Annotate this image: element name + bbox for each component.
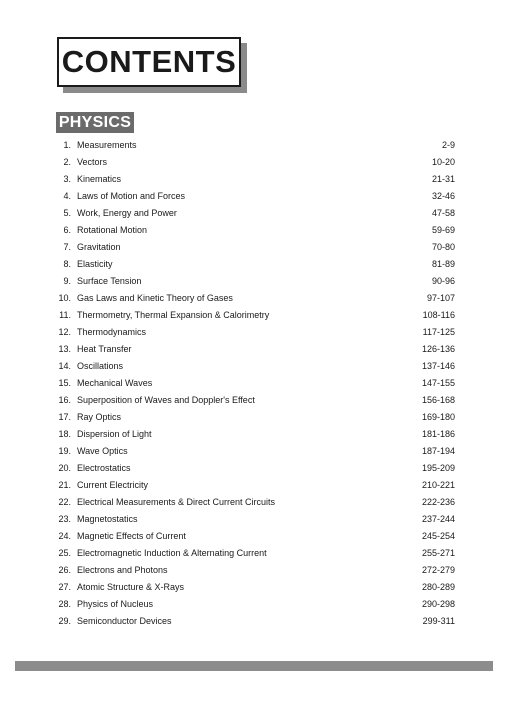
toc-pages: 147-155: [421, 378, 455, 388]
toc-row[interactable]: [57, 205, 455, 222]
bottom-divider-bar: [15, 661, 493, 671]
toc-topic: Laws of Motion and Forces: [77, 191, 186, 201]
toc-topic: Elasticity: [77, 259, 113, 269]
toc-row[interactable]: [57, 494, 455, 511]
toc-number: 9.: [63, 276, 71, 286]
toc-number: 15.: [58, 378, 71, 388]
toc-row[interactable]: [57, 477, 455, 494]
toc-topic: Atomic Structure & X-Rays: [77, 582, 185, 592]
toc-topic: Electrical Measurements & Direct Current Circuits: [77, 497, 276, 507]
toc-number: 6.: [63, 225, 71, 235]
toc-pages: 59-69: [431, 225, 455, 235]
toc-pages: 222-236: [421, 497, 455, 507]
toc-row[interactable]: [57, 341, 455, 358]
toc-topic: Oscillations: [77, 361, 124, 371]
toc-row[interactable]: [57, 596, 455, 613]
toc-number: 14.: [58, 361, 71, 371]
toc-number: 23.: [58, 514, 71, 524]
toc-pages: 237-244: [421, 514, 455, 524]
toc-row[interactable]: [57, 579, 455, 596]
section-label-physics: PHYSICS: [56, 112, 134, 133]
toc-topic: Heat Transfer: [77, 344, 132, 354]
page-title: CONTENTS: [61, 44, 237, 79]
toc-number: 16.: [58, 395, 71, 405]
toc-row[interactable]: [57, 545, 455, 562]
toc-topic: Electromagnetic Induction & Alternating Current: [77, 548, 267, 558]
toc-row[interactable]: [57, 358, 455, 375]
toc-number: 19.: [58, 446, 71, 456]
toc-number: 10.: [58, 293, 71, 303]
toc-topic: Physics of Nucleus: [77, 599, 154, 609]
table-of-contents: [57, 137, 455, 630]
toc-pages: 187-194: [421, 446, 455, 456]
toc-pages: 210-221: [421, 480, 455, 490]
toc-pages: 117-125: [422, 327, 455, 337]
toc-topic: Dispersion of Light: [77, 429, 152, 439]
toc-pages: 97-107: [426, 293, 455, 303]
toc-number: 28.: [58, 599, 71, 609]
toc-row[interactable]: [57, 613, 455, 630]
toc-pages: 290-298: [421, 599, 455, 609]
toc-topic: Gravitation: [77, 242, 121, 252]
toc-pages: 280-289: [421, 582, 455, 592]
toc-pages: 137-146: [421, 361, 455, 371]
toc-pages: 70-80: [431, 242, 455, 252]
toc-number: 25.: [58, 548, 71, 558]
toc-pages: 255-271: [421, 548, 455, 558]
toc-pages: 126-136: [421, 344, 455, 354]
toc-row[interactable]: [57, 392, 455, 409]
toc-row[interactable]: [57, 426, 455, 443]
toc-pages: 195-209: [421, 463, 455, 473]
toc-number: 22.: [58, 497, 71, 507]
toc-topic: Magnetic Effects of Current: [77, 531, 186, 541]
toc-pages: 108-116: [422, 310, 455, 320]
title-box: [57, 37, 241, 87]
toc-number: 11.: [59, 310, 71, 320]
toc-row[interactable]: [57, 290, 455, 307]
toc-row[interactable]: [57, 460, 455, 477]
toc-number: 4.: [63, 191, 71, 201]
toc-pages: 181-186: [421, 429, 455, 439]
toc-row[interactable]: [57, 307, 455, 324]
toc-topic: Gas Laws and Kinetic Theory of Gases: [77, 293, 233, 303]
toc-row[interactable]: [57, 375, 455, 392]
toc-number: 12.: [58, 327, 71, 337]
toc-pages: 272-279: [421, 565, 455, 575]
toc-number: 17.: [58, 412, 71, 422]
toc-topic: Ray Optics: [77, 412, 122, 422]
toc-topic: Surface Tension: [77, 276, 142, 286]
toc-row[interactable]: [57, 409, 455, 426]
toc-row[interactable]: [57, 528, 455, 545]
toc-number: 20.: [58, 463, 71, 473]
toc-topic: Semiconductor Devices: [77, 616, 172, 626]
toc-number: 18.: [58, 429, 71, 439]
toc-topic: Electrons and Photons: [77, 565, 168, 575]
toc-row[interactable]: [57, 171, 455, 188]
toc-number: 13.: [58, 344, 71, 354]
toc-topic: Kinematics: [77, 174, 122, 184]
toc-row[interactable]: [57, 222, 455, 239]
toc-pages: 245-254: [421, 531, 455, 541]
toc-row[interactable]: [57, 324, 455, 341]
toc-pages: 156-168: [421, 395, 455, 405]
toc-number: 29.: [58, 616, 71, 626]
toc-row[interactable]: [57, 137, 455, 154]
toc-number: 21.: [58, 480, 71, 490]
toc-topic: Measurements: [77, 140, 137, 150]
toc-number: 1.: [63, 140, 71, 150]
toc-topic: Electrostatics: [77, 463, 131, 473]
toc-topic: Work, Energy and Power: [77, 208, 177, 218]
toc-pages: 299-311: [422, 616, 455, 626]
toc-pages: 81-89: [431, 259, 455, 269]
toc-pages: 32-46: [431, 191, 455, 201]
toc-topic: Thermometry, Thermal Expansion & Calorimetry: [77, 310, 270, 320]
toc-topic: Vectors: [77, 157, 108, 167]
contents-title-block: [57, 37, 243, 89]
toc-pages: 21-31: [431, 174, 455, 184]
toc-topic: Superposition of Waves and Doppler's Effect: [77, 395, 255, 405]
toc-number: 24.: [58, 531, 71, 541]
toc-pages: 90-96: [431, 276, 455, 286]
toc-topic: Mechanical Waves: [77, 378, 153, 388]
toc-topic: Rotational Motion: [77, 225, 148, 235]
toc-topic: Wave Optics: [77, 446, 128, 456]
toc-row[interactable]: [57, 239, 455, 256]
toc-row[interactable]: [57, 154, 455, 171]
toc-topic: Thermodynamics: [77, 327, 147, 337]
toc-pages: 2-9: [441, 140, 455, 150]
toc-row[interactable]: [57, 511, 455, 528]
toc-topic: Current Electricity: [77, 480, 149, 490]
toc-number: 2.: [63, 157, 71, 167]
toc-pages: 47-58: [431, 208, 455, 218]
toc-number: 5.: [63, 208, 71, 218]
toc-number: 7.: [63, 242, 71, 252]
toc-row[interactable]: [57, 256, 455, 273]
toc-number: 8.: [63, 259, 71, 269]
toc-number: 27.: [58, 582, 71, 592]
toc-pages: 10-20: [431, 157, 455, 167]
toc-number: 26.: [58, 565, 71, 575]
toc-row[interactable]: [57, 443, 455, 460]
toc-topic: Magnetostatics: [77, 514, 138, 524]
toc-number: 3.: [63, 174, 71, 184]
toc-pages: 169-180: [421, 412, 455, 422]
toc-row[interactable]: [57, 188, 455, 205]
toc-row[interactable]: [57, 562, 455, 579]
toc-row[interactable]: [57, 273, 455, 290]
